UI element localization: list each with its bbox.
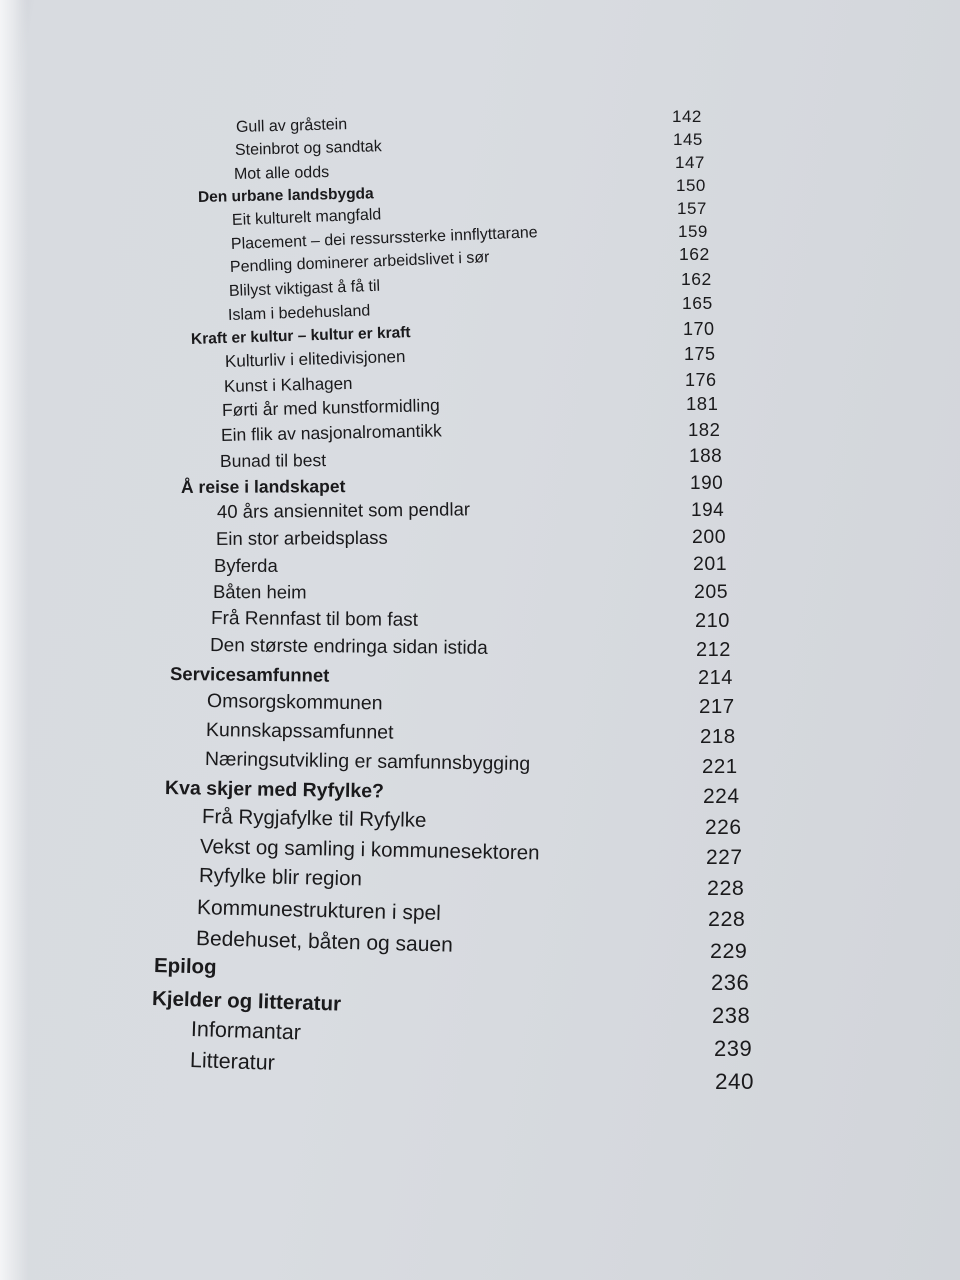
toc-entry-baten-heim: Båten heim [212, 580, 307, 603]
page-number: 147 [675, 153, 705, 173]
page-number: 239 [714, 1036, 753, 1062]
toc-entry-litteratur: Litteratur [189, 1048, 276, 1076]
page-number: 229 [710, 938, 748, 963]
toc-section-kjelder-og-litteratur: Kjelder og litteratur [151, 987, 342, 1016]
toc-entry-mot-alle-odds: Mot alle odds [233, 163, 330, 183]
toc-entry-gull-av-grastein: Gull av gråstein [235, 115, 348, 136]
page-number: 165 [682, 293, 713, 313]
toc-section-den-urbane-landsbygda: Den urbane landsbygda [197, 185, 374, 207]
toc-section-a-reise-i-landskapet: Å reise i landskapet [180, 475, 346, 497]
toc-entry-kunst-i-kalhagen: Kunst i Kalhagen [223, 373, 353, 397]
page-number: 201 [693, 553, 728, 576]
page-number: 145 [673, 130, 703, 150]
page-number: 210 [695, 610, 730, 632]
toc-entry-steinbrot-og-sandtak: Steinbrot og sandtak [234, 138, 382, 159]
page-number: 214 [698, 667, 733, 689]
toc-section-kraft-er-kultur-kultur-er-kraft: Kraft er kultur – kultur er kraft [190, 324, 411, 349]
page-number: 226 [705, 816, 742, 840]
toc-entry-fra-rennfast-til-bom-fast: Frå Rennfast til bom fast [210, 608, 419, 632]
page-number: 175 [684, 343, 716, 364]
page-number: 176 [685, 369, 717, 390]
toc-entry-blilyst-viktigast-a-fa-til: Blilyst viktigast å få til [228, 277, 381, 300]
toc-entry-kommunestrukturen-i-spel: Kommunestrukturen i spel [196, 895, 442, 925]
page-number: 221 [702, 754, 738, 778]
page-number: 224 [703, 785, 740, 809]
toc-entry-placement-dei-ressurssterke-innflyttarane: Placement – dei ressurssterke innflyttarane [230, 224, 538, 253]
page-number: 218 [700, 724, 736, 748]
page-number: 200 [692, 526, 727, 549]
page-number: 162 [681, 269, 712, 289]
page-number: 212 [696, 639, 731, 661]
toc-entry-naeringsutvikling-er-samfunnsbygging: Næringsutvikling er samfunnsbygging [204, 748, 531, 776]
page-number: 162 [679, 244, 710, 264]
toc-entry-byferda: Byferda [214, 554, 278, 576]
toc-entry-informantar: Informantar [190, 1017, 302, 1045]
toc-entry-omsorgskommunen: Omsorgskommunen [206, 690, 383, 715]
toc-entry-eit-kulturelt-mangfald: Eit kulturelt mangfald [231, 206, 382, 229]
toc-entry-ryfylke-blir-region: Ryfylke blir region [198, 864, 363, 891]
toc-entry-bedehuset-baten-og-sauen: Bedehuset, båten og sauen [195, 926, 454, 957]
toc-section-servicesamfunnet: Servicesamfunnet [169, 662, 330, 686]
page-number: 181 [686, 393, 719, 415]
page-number: 236 [711, 970, 750, 996]
page-number: 190 [690, 472, 724, 494]
toc-entry-vekst-og-samling-i-kommunesektoren: Vekst og samling i kommunesektoren [199, 835, 540, 865]
toc-entry-kunnskapssamfunnet: Kunnskapssamfunnet [205, 719, 394, 744]
toc-section-kva-skjer-med-ryfylke: Kva skjer med Ryfylke? [164, 777, 385, 803]
toc-entry-islam-i-bedehusland: Islam i bedehusland [227, 302, 371, 324]
page-number: 159 [678, 222, 708, 242]
page-number: 205 [694, 581, 729, 604]
toc-entry-den-storste-endringa-sidan-istida: Den største endringa sidan istida [209, 635, 488, 660]
page-number: 240 [715, 1069, 755, 1094]
page-number: 142 [672, 107, 702, 127]
toc-entry-forti-ar-med-kunstformidling: Førti år med kunstformidling [221, 394, 440, 420]
page-number: 157 [677, 199, 707, 219]
toc-entry-fra-rygjafylke-til-ryfylke: Frå Rygjafylke til Ryfylke [201, 805, 427, 833]
toc-entry-pendling-dominerer-arbeidslivet-i-sor: Pendling dominerer arbeidslivet i sør [229, 248, 490, 276]
page-number: 228 [707, 875, 745, 900]
toc-section-epilog: Epilog [153, 954, 217, 979]
page-number: 150 [676, 176, 706, 196]
toc-entry-bunad-til-best: Bunad til best [219, 449, 327, 471]
page-number: 228 [708, 906, 746, 931]
page-number: 182 [688, 419, 721, 441]
page-number: 217 [699, 694, 735, 718]
page-number: 170 [683, 318, 715, 339]
toc-entry-40-ars-ansiennitet-som-pendlar: 40 års ansiennitet som pendlar [216, 498, 471, 522]
page-number: 188 [689, 445, 723, 467]
toc-entry-kulturliv-i-elitedivisjonen: Kulturliv i elitedivisjonen [224, 347, 406, 372]
page-number: 238 [712, 1003, 751, 1029]
toc-entry-ein-flik-av-nasjonalromantikk: Ein flik av nasjonalromantikk [220, 420, 442, 445]
page-number: 194 [691, 499, 725, 521]
toc-entry-ein-stor-arbeidsplass: Ein stor arbeidsplass [215, 526, 388, 549]
page-number: 227 [706, 846, 743, 870]
